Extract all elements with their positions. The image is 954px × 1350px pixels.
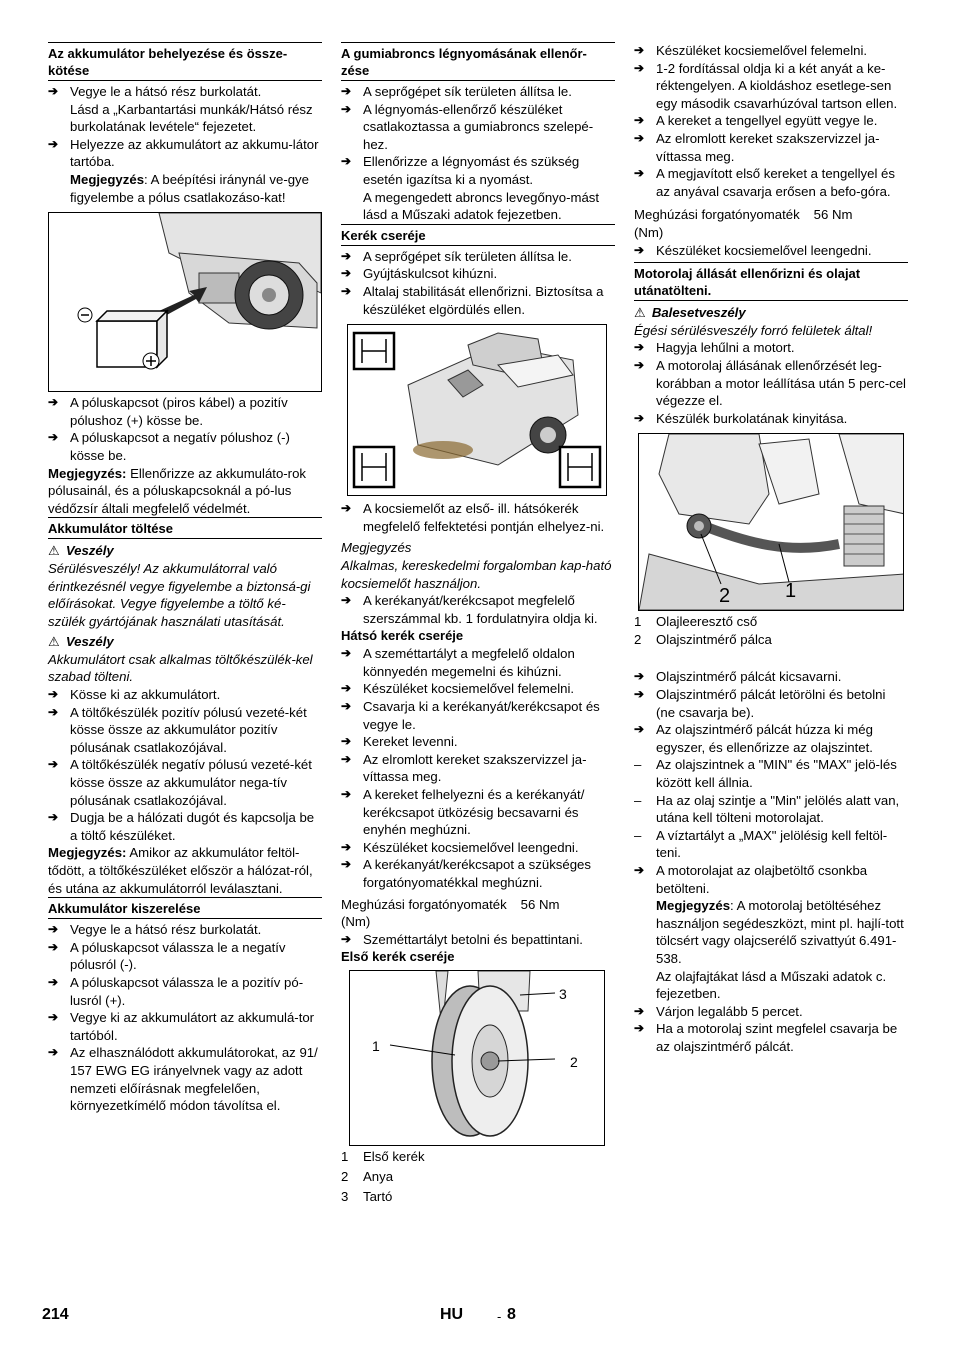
warning-text: Akkumulátort csak alkalmas töltőkészülék-kel szabad tölteni.: [48, 651, 313, 685]
arrow-icon: ➔: [634, 1021, 645, 1036]
step: ➔ A töltőkészülék negatív pólusú vezeté-két kösse össze az akkumulátor nega-tív pólusának csatlakozójával.: [48, 757, 312, 808]
step: ➔ Dugja be a hálózati dugót és kapcsolja be a töltő készüléket.: [48, 810, 315, 843]
arrow-icon: ➔: [634, 113, 645, 128]
arrow-icon: ➔: [341, 593, 352, 608]
note: Megjegyzés: Amikor az akkumulátor feltöl-tődött, a töltőkészüléket először a hálózat-ról, és utána az akkumulátorról leválasztani.: [48, 845, 313, 896]
note: Megjegyzés: Ellenőrizze az akkumuláto-rok pólusainál, és a póluskapcsoknál a pó-lus védőzsír általi megfelelő védelmét.: [48, 465, 306, 516]
torque-spec: Meghúzási forgatónyomaték 56 Nm: [341, 896, 560, 912]
warning-triangle-icon: ⚠: [48, 634, 60, 650]
arrow-icon: ➔: [634, 722, 645, 737]
arrow-icon: ➔: [48, 922, 59, 937]
arrow-icon: ➔: [48, 1010, 59, 1025]
callout-3: 3: [559, 986, 567, 1003]
callout-2: 2: [719, 585, 731, 608]
engine-oil-illustration: [639, 434, 904, 610]
dash-bullet: –: [634, 792, 642, 808]
step: ➔ A póluskapcsot a negatív pólushoz (-) kösse be.: [48, 430, 290, 463]
arrow-icon: ➔: [48, 704, 59, 719]
warning-text: Sérülésveszély! Az akkumulátorral való érintkezésnél vegye figyelembe a biztonsá-gi előírásokat. Vegye figyelembe a töltő ké-szülék gyártójának használati utasítását.: [48, 560, 311, 629]
step: ➔ Csavarja ki a kerékanyát/kerékcsapot és vegye le.: [341, 699, 600, 732]
step: ➔ A megjavított első kereket a tengellyel és az anyával csavarja erősen a befo-góra.: [634, 166, 895, 199]
arrow-icon: ➔: [48, 430, 59, 445]
torque-unit: (Nm): [341, 914, 371, 930]
callout-1: 1: [372, 1038, 380, 1055]
note-heading: Megjegyzés: [341, 540, 412, 556]
step: ➔ Várjon legalább 5 percet.: [634, 1003, 803, 1019]
step: ➔ Az olajszintmérő pálcát húzza ki még egyszer, és ellenőrizze az olajszintet.: [634, 722, 873, 755]
arrow-icon: ➔: [634, 863, 645, 877]
step: ➔ A szeméttartályt a megfelelő oldalon könnyedén megemelni és kihúzni.: [341, 646, 575, 679]
step: ➔ A kocsiemelőt az első- ill. hátsókerék megfelelő felfektetési pontján elhelyez-ni.: [341, 501, 605, 534]
jack-points-figure: [347, 324, 607, 496]
callout-2: 2: [570, 1054, 578, 1071]
callout-1: 1: [785, 580, 797, 603]
warning-text: Égési sérülésveszély forró felületek által!: [634, 322, 873, 338]
section-title-tyre-pressure: A gumiabroncs légnyomásának ellenőr-zése: [341, 42, 615, 81]
dash-item: – Ha az olaj szintje a "Min" jelölés alatt van, utána kell tölteni motorolajat.: [634, 792, 900, 826]
arrow-icon: ➔: [341, 857, 352, 872]
section-title-front-wheel: Első kerék cseréje: [341, 949, 455, 965]
step: ➔ Készüléket kocsiemelővel leengedni.: [634, 242, 872, 258]
legend-item: 3 Tartó: [341, 1188, 393, 1204]
arrow-icon: ➔: [341, 266, 352, 281]
step: ➔ Kösse ki az akkumulátort.: [48, 687, 221, 703]
step-note: Megjegyzés: A motorolaj betöltéséhez használjon segédeszközt, mint pl. hajlí-tott tölcsért vagy olajcserélő szivattyút 6.491-538.: [656, 898, 904, 966]
arrow-icon: ➔: [634, 166, 645, 181]
step: ➔ Ha a motorolaj szint megfelel csavarja be az olajszintmérő pálcát.: [634, 1021, 898, 1054]
arrow-icon: ➔: [341, 751, 352, 766]
step: ➔ Hagyja lehűlni a motort.: [634, 340, 795, 356]
step: ➔ A póluskapcsot (piros kábel) a pozitív pólushoz (+) kösse be.: [48, 395, 288, 428]
arrow-icon: ➔: [634, 43, 645, 57]
arrow-icon: ➔: [341, 501, 352, 516]
step-detail: A megengedett abroncs levegőnyo-mást lásd a Műszaki adatok fejezetben.: [363, 189, 600, 223]
step: ➔ Gyújtáskulcsot kihúzni.: [341, 266, 498, 282]
step: ➔ Készüléket kocsiemelővel felemelni.: [634, 43, 868, 58]
torque-spec: Meghúzási forgatónyomaték 56 Nm: [634, 207, 853, 223]
arrow-icon: ➔: [48, 687, 59, 702]
step: ➔ A seprőgépet sík területen állítsa le.: [341, 248, 572, 264]
step: ➔ Helyezze az akkumulátort az akkumu-látor tartóba.: [48, 136, 319, 170]
arrow-icon: ➔: [341, 787, 352, 802]
step: ➔ Készüléket kocsiemelővel felemelni.: [341, 681, 575, 697]
step: ➔ Vegye le a hátsó rész burkolatát.: [48, 84, 262, 99]
torque-unit: (Nm): [634, 224, 664, 240]
arrow-icon: ➔: [48, 757, 59, 772]
arrow-icon: ➔: [341, 154, 352, 169]
legend-item: 1 Olajleeresztő cső: [634, 614, 758, 630]
step-note: Megjegyzés: A beépítési iránynál ve-gye figyelembe a pólus csatlakozáso-kat!: [70, 171, 309, 205]
arrow-icon: ➔: [48, 395, 59, 410]
warning-triangle-icon: ⚠: [634, 305, 646, 321]
page-number: 214: [42, 1306, 69, 1323]
step: ➔ Ellenőrizze a légnyomást és szükség esetén igazítsa ki a nyomást.: [341, 154, 580, 187]
arrow-icon: ➔: [634, 410, 645, 425]
arrow-icon: ➔: [48, 810, 59, 825]
battery-illustration: [49, 213, 321, 391]
column-middle: [341, 42, 615, 1205]
note-text: Alkalmas, kereskedelmi forgalomban kap-ható kocsiemelőt használjon.: [341, 557, 612, 591]
step: ➔ Készülék burkolatának kinyitása.: [634, 410, 848, 426]
arrow-icon: ➔: [48, 1045, 59, 1060]
dash-bullet: –: [634, 827, 642, 843]
step: ➔ Olajszintmérő pálcát letörölni és betolni (ne csavarja be).: [634, 687, 886, 720]
section-title-battery-remove: Akkumulátor kiszerelése: [48, 897, 322, 919]
step: ➔ A légnyomás-ellenőrző készüléket csatlakoztassa a gumiabroncs szelepé-hez.: [341, 101, 594, 152]
step: ➔ A motorolajat az olajbetöltő csonkba betölteni.: [634, 863, 868, 896]
step: ➔ 1-2 fordítással oldja ki a két anyát a ke-réktengelyen. A kioldáshoz esetlege-sen egy második csavarhúzóval tartson ellen.: [634, 60, 898, 111]
arrow-icon: ➔: [341, 699, 352, 714]
arrow-icon: ➔: [634, 357, 645, 372]
arrow-icon: ➔: [634, 60, 645, 75]
arrow-icon: ➔: [341, 248, 352, 263]
arrow-icon: ➔: [341, 84, 352, 98]
warning-heading: ⚠ Veszély: [48, 543, 114, 559]
section-page-number: 8: [507, 1306, 516, 1323]
warning-triangle-icon: ⚠: [48, 543, 60, 559]
arrow-icon: ➔: [48, 136, 59, 151]
step: ➔ A kereket felhelyezni és a kerékanyát/ kerékcsapot ütközésig becsavarni és enyhén meghúzni.: [341, 787, 585, 838]
section-title-engine-oil: Motorolaj állását ellenőrizni és olajat utánatölteni.: [634, 262, 908, 301]
column-right: [634, 42, 908, 1056]
step-note: Az olajfajtákat lásd a Műszaki adatok c. fejezetben.: [656, 968, 887, 1002]
section-title-battery-charge: Akkumulátor töltése: [48, 517, 322, 539]
step: ➔ A kereket a tengellyel együtt vegye le.: [634, 113, 878, 129]
section-title-battery-install: Az akkumulátor behelyezése és össze-kötése: [48, 42, 322, 81]
arrow-icon: ➔: [634, 1003, 645, 1018]
step: ➔ Szeméttartályt betolni és bepattintani.: [341, 931, 583, 947]
dash-item: – A víztartályt a „MAX" jelölésig kell feltöl-teni.: [634, 827, 888, 861]
arrow-icon: ➔: [341, 681, 352, 696]
legend-item: 2 Anya: [341, 1168, 394, 1184]
arrow-icon: ➔: [341, 646, 352, 661]
warning-heading: ⚠ Veszély: [48, 634, 114, 650]
battery-figure: [48, 212, 322, 392]
arrow-icon: ➔: [341, 101, 352, 116]
step: ➔ Vegye ki az akkumulátort az akkumulá-tor tartóból.: [48, 1010, 315, 1043]
arrow-icon: ➔: [48, 974, 59, 989]
step-detail: Lásd a „Karbantartási munkák/Hátsó rész burkolatának levétele“ fejezetet.: [70, 101, 313, 135]
arrow-icon: ➔: [634, 669, 645, 684]
step: ➔ Készüléket kocsiemelővel leengedni.: [341, 839, 579, 855]
arrow-icon: ➔: [634, 340, 645, 355]
step: ➔ A motorolaj állásának ellenőrzését leg-korábban a motor leállítása után 5 perc-cel végezze el.: [634, 357, 906, 409]
language-code: HU: [440, 1306, 464, 1323]
step: ➔ Az elromlott kereket szakszervizzel ja-víttassa meg.: [341, 751, 587, 785]
warning-heading: ⚠ Balesetveszély: [634, 305, 746, 321]
arrow-icon: ➔: [48, 939, 59, 954]
step: ➔ Olajszintmérő pálcát kicsavarni.: [634, 669, 842, 685]
step: ➔ A seprőgépet sík területen állítsa le.: [341, 84, 572, 99]
step: ➔ A kerékanyát/kerékcsapot megfelelő szerszámmal kb. 1 fordulatnyira oldja ki.: [341, 593, 598, 626]
dash-item: – Az olajszintnek a "MIN" és "MAX" jelö-lés között kell állnia.: [634, 757, 897, 791]
engine-oil-figure: [638, 433, 904, 611]
step: ➔ A póluskapcsot válassza le a negatív pólusról (-).: [48, 939, 286, 973]
legend-item: 1 Első kerék: [341, 1149, 425, 1165]
legend-item: 2 Olajszintmérő pálca: [634, 631, 772, 647]
front-wheel-figure: [349, 970, 605, 1146]
section-title-rear-wheel: Hátsó kerék cseréje: [341, 628, 464, 644]
step: ➔ A póluskapcsot válassza le a pozitív pó-lusról (+).: [48, 974, 304, 1008]
arrow-icon: ➔: [341, 839, 352, 854]
column-left: [48, 42, 322, 1115]
arrow-icon: ➔: [48, 84, 59, 98]
step: ➔ Az elhasználódott akkumulátorokat, az 91/ 157 EWG EG irányelvnek vagy az adott nemzeti előírásnak megfelelően, környezetkímélő módon távolítsa el.: [48, 1045, 318, 1114]
step: ➔ Altalaj stabilitását ellenőrizni. Biztosítsa a készüléket elgördülés ellen.: [341, 283, 604, 317]
step: ➔ A kerékanyát/kerékcsapot a szükséges forgatónyomatékkal meghúzni.: [341, 857, 591, 890]
sweeper-illustration: [348, 325, 606, 495]
step: ➔ Az elromlott kereket szakszervizzel ja-víttassa meg.: [634, 130, 880, 164]
section-title-wheel-change: Kerék cseréje: [341, 224, 615, 246]
footer-separator: -: [497, 1309, 502, 1324]
step: ➔ A töltőkészülék pozitív pólusú vezeté-két kösse össze az akkumulátor pozitív pólusának csatlakozójával.: [48, 704, 307, 755]
dash-bullet: –: [634, 757, 642, 773]
arrow-icon: ➔: [341, 283, 352, 298]
arrow-icon: ➔: [341, 931, 352, 946]
front-wheel-illustration: [350, 971, 605, 1145]
arrow-icon: ➔: [341, 734, 352, 749]
step: ➔ Vegye le a hátsó rész burkolatát.: [48, 922, 262, 938]
arrow-icon: ➔: [634, 130, 645, 145]
arrow-icon: ➔: [634, 242, 645, 257]
step: ➔ Kereket levenni.: [341, 734, 458, 750]
arrow-icon: ➔: [634, 687, 645, 702]
